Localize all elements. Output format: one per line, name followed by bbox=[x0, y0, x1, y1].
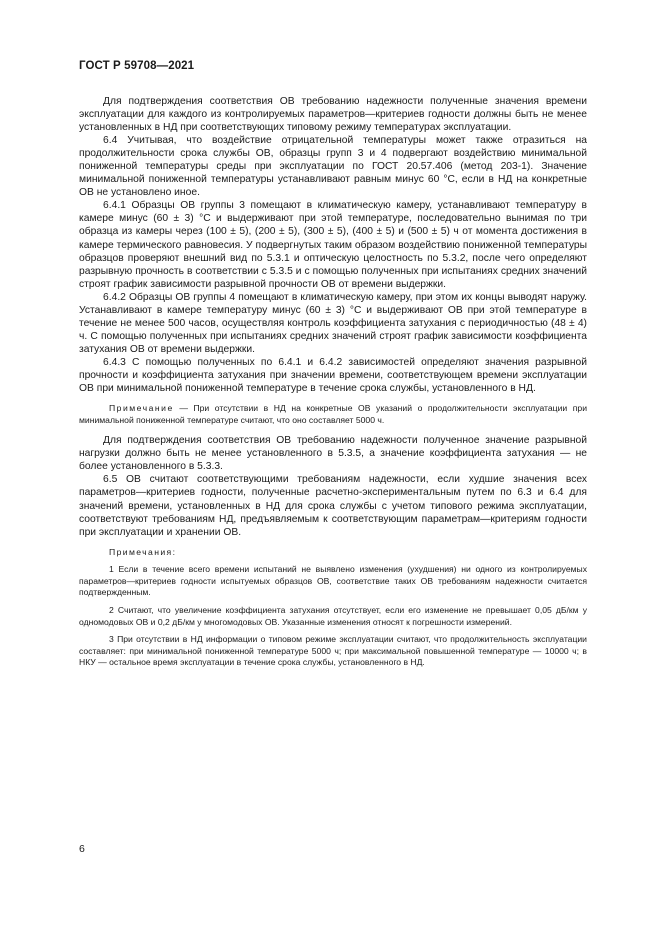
paragraph-6-4-1: 6.4.1 Образцы ОВ группы 3 помещают в климатическую камеру, устанавливают температуру в камере минус (60 ± 3) °С и выдерживают при этой температуре, последовательно вынимая по три образца из камеры через (100 ± 5), (200 ± 5), (300 ± 5), (400 ± 5) и (500 ± 5) ч от момента достижения в камере термического равновесия. У подвергнутых таким образом воздействию пониженной температуры образцов проверяют внешний вид по 5.3.1 и оптическую целостность по 5.3.2, после чего определяют разрывную прочность в соответствии с 5.3.5 и с помощью полученных при испытаниях средних значений строят график зависимости разрывной прочности ОВ от времени выдержки. bbox=[79, 200, 587, 290]
note-text: — При отсутствии в НД на конкретные ОВ указаний о продолжительности эксплуатации при минимальной пониженной температуре считают, что оно составляет 5000 ч. bbox=[79, 403, 587, 425]
note-item-3: 3 При отсутствии в НД информации о типовом режиме эксплуатации считают, что продолжительность эксплуатации составляет: при минимальной пониженной температуре 5000 ч; при максимальной повышенной температуре — 10000 ч; в НКУ — остальное время эксплуатации в течение срока службы, установленного в НД. bbox=[79, 634, 587, 668]
paragraph-6-4-3: 6.4.3 С помощью полученных по 6.4.1 и 6.4.2 зависимостей определяют значения разрывной прочности и коэффициента затухания при значении времени, соответствующем времени эксплуатации ОВ при минимальной пониженной температуре в течение срока службы, установленного в НД. bbox=[79, 356, 587, 395]
paragraph-6-4: 6.4 Учитывая, что воздействие отрицательной температуры может также отразиться на продолжительности срока службы ОВ, образцы групп 3 и 4 подвергают воздействию минимальной пониженной температуры среды при эксплуатации по ГОСТ 20.57.406 (метод 203-1). Значение минимальной пониженной температуры устанавливают равным минус 60 °С, если в НД на конкретные ОВ не установлено иное. bbox=[79, 135, 587, 199]
note-duration bbox=[79, 403, 587, 426]
note-item-2: 2 Считают, что увеличение коэффициента затухания отсутствует, если его изменение не превышает 0,05 дБ/км у одномодовых ОВ и 0,2 дБ/км у многомодовых ОВ. Указанные изменения относят к погрешности измерений. bbox=[79, 605, 587, 627]
paragraph-reliability-confirmation: Для подтверждения соответствия ОВ требованию надежности полученные значения времени эксплуатации для каждого из контролируемых параметров—критериев годности должны быть не менее установленных в НД при соответствующих типовому режиму температурах эксплуатации. bbox=[79, 96, 587, 134]
paragraph-6-5: 6.5 ОВ считают соответствующими требованиям надежности, если худшие значения всех параметров—критериев годности, полученные расчетно-экспериментальным путем по 6.3 и 6.4 для значений времени, установленных в НД для срока службы с учетом типового режима эксплуатации, соответствуют требованиям НД, предъявляемым к соответствующим параметрам—критериям годности при эксплуатации и хранении ОВ. bbox=[79, 474, 587, 538]
paragraph-6-4-2: 6.4.2 Образцы ОВ группы 4 помещают в климатическую камеру, при этом их концы выводят наружу. Устанавливают в камере температуру минус (60 ± 3) °С и выдерживают ОВ при этой температуре в течение не менее 500 часов, осуществляя контроль коэффициента затухания с периодичностью (48 ± 4) ч. С помощью полученных при испытаниях средних значений строят график зависимости коэффициента затухания ОВ от времени выдержки. bbox=[79, 291, 587, 355]
document-body bbox=[79, 95, 587, 669]
paragraph-load-confirmation: Для подтверждения соответствия ОВ требованию надежности полученное значение разрывной нагрузки должно быть не менее установленного в 5.3.5, а значение коэффициента затухания — не более установленного в 5.3.3. bbox=[79, 435, 587, 473]
note-item-1: 1 Если в течение всего времени испытаний не выявлено изменения (ухудшения) ни одного из контролируемых параметров—критериев годности испытуемых образцов ОВ, соответствие таких ОВ требованиям надежности считается подтвержденным. bbox=[79, 564, 587, 598]
notes-title: Примечания: bbox=[109, 546, 177, 557]
note-label: Примечание bbox=[109, 403, 174, 414]
page-number: 6 bbox=[79, 843, 85, 855]
document-header: ГОСТ Р 59708—2021 bbox=[79, 60, 195, 72]
